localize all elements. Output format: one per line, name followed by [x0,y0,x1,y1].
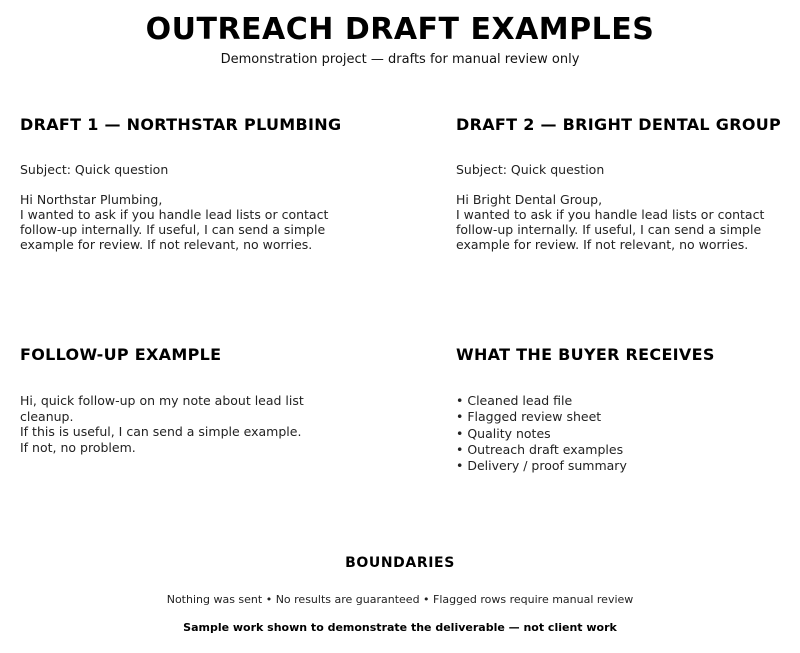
draft-salutation: Hi Northstar Plumbing, [20,192,163,207]
draft-body-line: example for review. If not relevant, no worries. [20,237,313,252]
draft-body-line: follow-up internally. If useful, I can send a simple [20,222,326,237]
draft-subject: Subject: Quick question [456,162,605,177]
buyer-receives-section [456,345,796,474]
followup-line: If not, no problem. [20,439,136,455]
draft-section-2 [456,115,796,252]
buyer-list [456,393,796,474]
draft-body-line: example for review. If not relevant, no worries. [456,237,749,252]
list-item: • Quality notes [456,425,551,441]
draft-body-line: I wanted to ask if you handle lead lists or contact [456,207,765,222]
followup-line: If this is useful, I can send a simple example. [20,424,302,439]
list-item: • Cleaned lead file [456,393,573,408]
draft-heading: DRAFT 1 — NORTHSTAR PLUMBING [20,115,342,134]
boundaries-text: Nothing was sent • No results are guaranteed • Flagged rows require manual review [166,593,634,606]
draft-body-line: I wanted to ask if you handle lead lists or contact [20,207,329,222]
draft-body [456,207,796,252]
followup-line: Hi, quick follow-up on my note about lead list cleanup. [20,393,304,424]
boundaries-heading: BOUNDARIES [345,555,455,571]
draft-salutation: Hi Bright Dental Group, [456,192,603,207]
page-subtitle: Demonstration project — drafts for manual review only [220,52,580,67]
list-item: • Delivery / proof summary [456,458,627,474]
list-item: • Flagged review sheet [456,409,602,425]
followup-body [20,393,360,455]
draft-subject: Subject: Quick question [20,162,169,177]
draft-heading: DRAFT 2 — BRIGHT DENTAL GROUP [456,115,782,134]
draft-section-1 [20,115,360,252]
draft-body-line: follow-up internally. If useful, I can send a simple [456,222,762,237]
footer-note: Sample work shown to demonstrate the deliverable — not client work [183,621,617,634]
draft-body [20,207,360,252]
followup-section [20,345,360,455]
list-item: • Outreach draft examples [456,441,624,457]
buyer-heading: WHAT THE BUYER RECEIVES [456,345,715,364]
followup-heading: FOLLOW-UP EXAMPLE [20,345,222,364]
page-title: OUTREACH DRAFT EXAMPLES [145,12,655,47]
